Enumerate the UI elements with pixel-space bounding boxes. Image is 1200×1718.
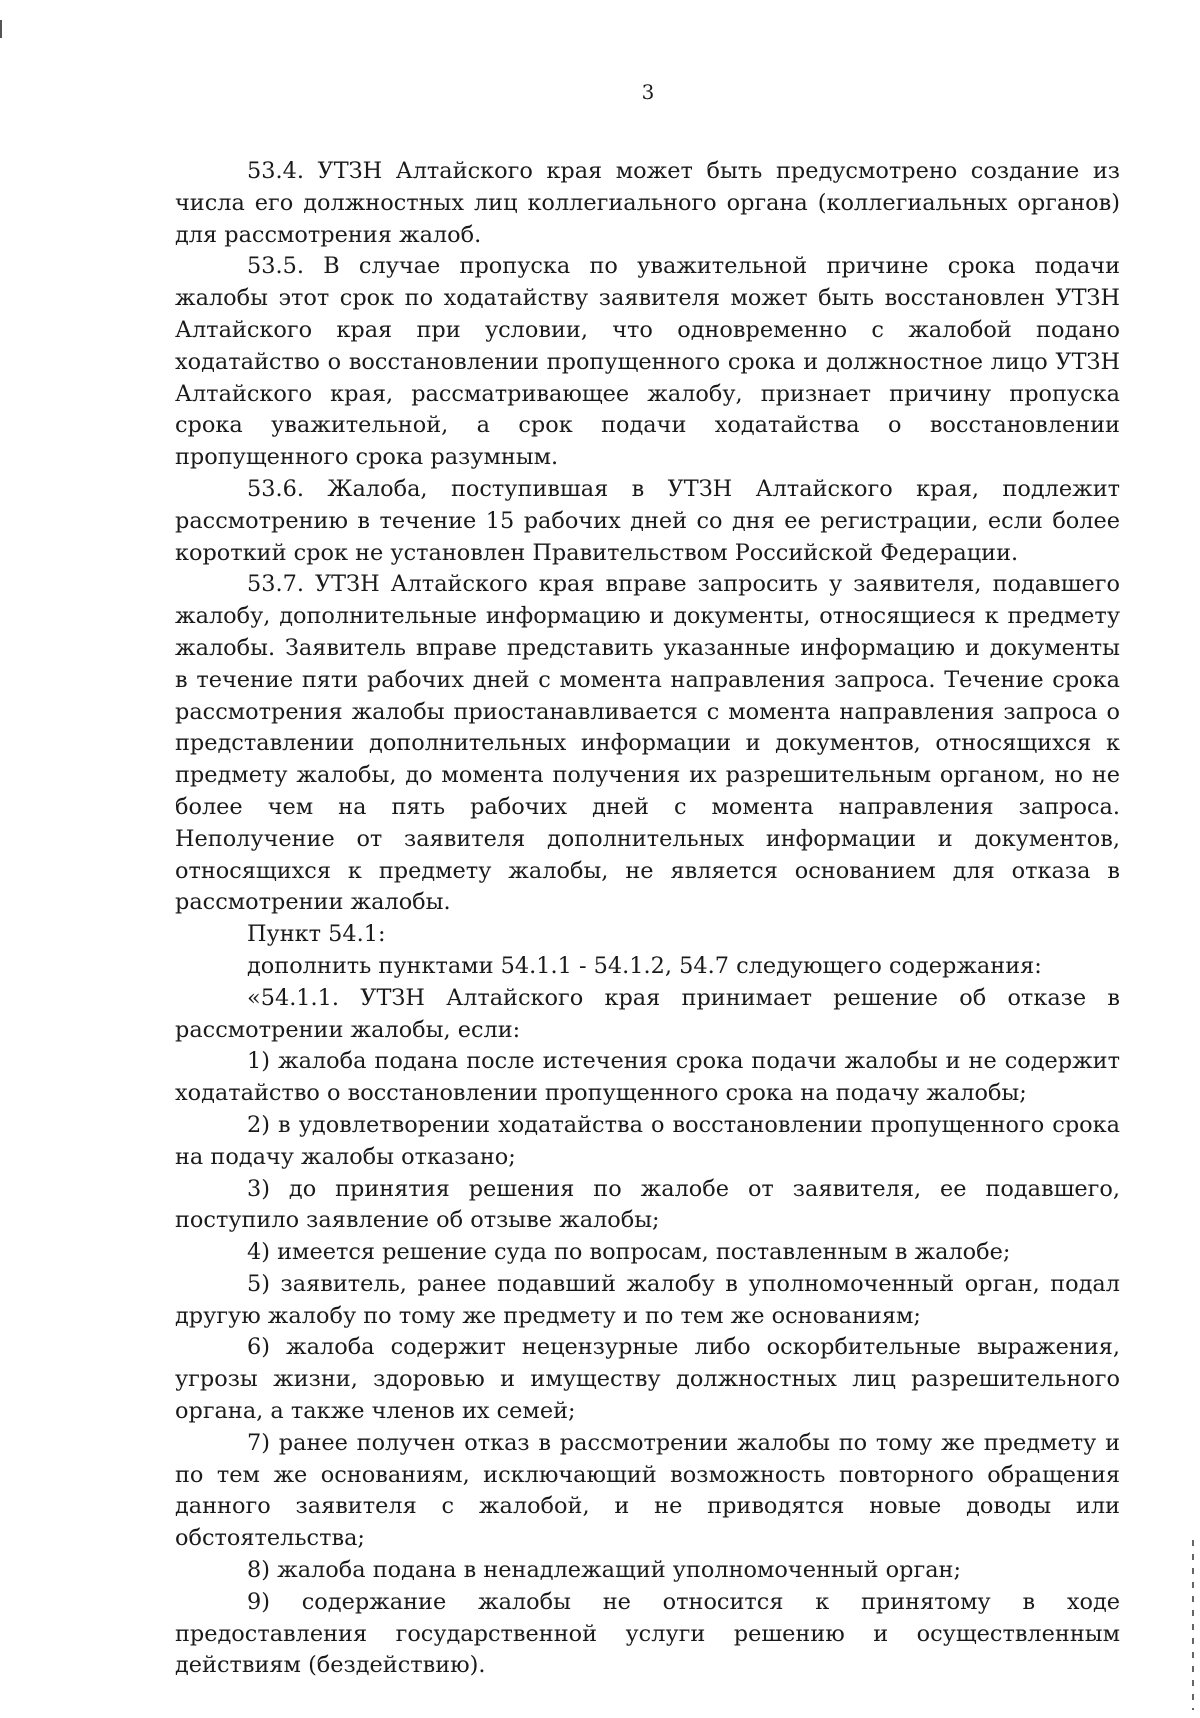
paragraph-54-1-1: «54.1.1. УТЗН Алтайского края принимает решение об отказе в рассмотрении жалобы, если: xyxy=(175,984,1120,1043)
paragraph-punkt-54-1: Пункт 54.1: xyxy=(247,921,386,948)
list-item-4: 4) имеется решение суда по вопросам, поставленным в жалобе; xyxy=(247,1239,1011,1266)
list-item-6: 6) жалоба содержит нецензурные либо оскорбительные выражения, угрозы жизни, здоровью и имуществу должностных лиц разрешительного органа, а также членов их семей; xyxy=(175,1334,1120,1425)
paragraph-53-6: 53.6. Жалоба, поступившая в УТЗН Алтайского края, подлежит рассмотрению в течение 15 рабочих дней со дня ее регистрации, если более короткий срок не установлен Правительством Российской Федерации. xyxy=(175,475,1120,566)
page-number: 3 xyxy=(641,80,655,104)
document-body xyxy=(175,156,1120,1682)
list-item-2: 2) в удовлетворении ходатайства о восстановлении пропущенного срока на подачу жалобы отказано; xyxy=(175,1111,1120,1170)
paragraph-amendment: дополнить пунктами 54.1.1 - 54.1.2, 54.7 следующего содержания: xyxy=(247,952,1042,979)
scan-edge-mark-right xyxy=(1192,1540,1194,1710)
list-item-9: 9) содержание жалобы не относится к принятому в ходе предоставления государственной услуги решению и осуществленным действиям (бездействию). xyxy=(175,1588,1120,1679)
list-item-7: 7) ранее получен отказ в рассмотрении жалобы по тому же предмету и по тем же основаниям, исключающий возможность повторного обращения данного заявителя с жалобой, и не приводятся новые доводы или обстоятельства; xyxy=(175,1429,1120,1552)
list-item-5: 5) заявитель, ранее подавший жалобу в уполномоченный орган, подал другую жалобу по тому же предмету и по тем же основаниям; xyxy=(175,1270,1120,1329)
scan-edge-mark-left xyxy=(0,20,2,38)
list-item-3: 3) до принятия решения по жалобе от заявителя, ее подавшего, поступило заявление об отзыве жалобы; xyxy=(175,1175,1120,1234)
paragraph-53-5: 53.5. В случае пропуска по уважительной причине срока подачи жалобы этот срок по ходатайству заявителя может быть восстановлен УТЗН Алтайского края при условии, что одновременно с жалобой подано ходатайство о восстановлении пропущенного срока и должностное лицо УТЗН Алтайского края, рассматривающее жалобу, признает причину пропуска срока уважительной, а срок подачи ходатайства о восстановлении пропущенного срока разумным. xyxy=(175,253,1120,471)
list-item-1: 1) жалоба подана после истечения срока подачи жалобы и не содержит ходатайство о восстановлении пропущенного срока на подачу жалобы; xyxy=(175,1048,1120,1107)
list-item-8: 8) жалоба подана в ненадлежащий уполномоченный орган; xyxy=(247,1557,962,1584)
paragraph-53-4: 53.4. УТЗН Алтайского края может быть предусмотрено создание из числа его должностных лиц коллегиального органа (коллегиальных органов) для рассмотрения жалоб. xyxy=(175,158,1120,248)
paragraph-53-7: 53.7. УТЗН Алтайского края вправе запросить у заявителя, подавшего жалобу, дополнительные информацию и документы, относящиеся к предмету жалобы. Заявитель вправе представить указанные информацию и документы в течение пяти рабочих дней с момента направления запроса. Течение срока рассмотрения жалобы приостанавливается с момента направления запроса о представлении дополнительных информации и документов, относящихся к предмету жалобы, до момента получения их разрешительным органом, но не более чем на пять рабочих дней с момента направления запроса. Неполучение от заявителя дополнительных информации и документов, относящихся к предмету жалобы, не является основанием для отказа в рассмотрении жалобы. xyxy=(175,571,1120,916)
